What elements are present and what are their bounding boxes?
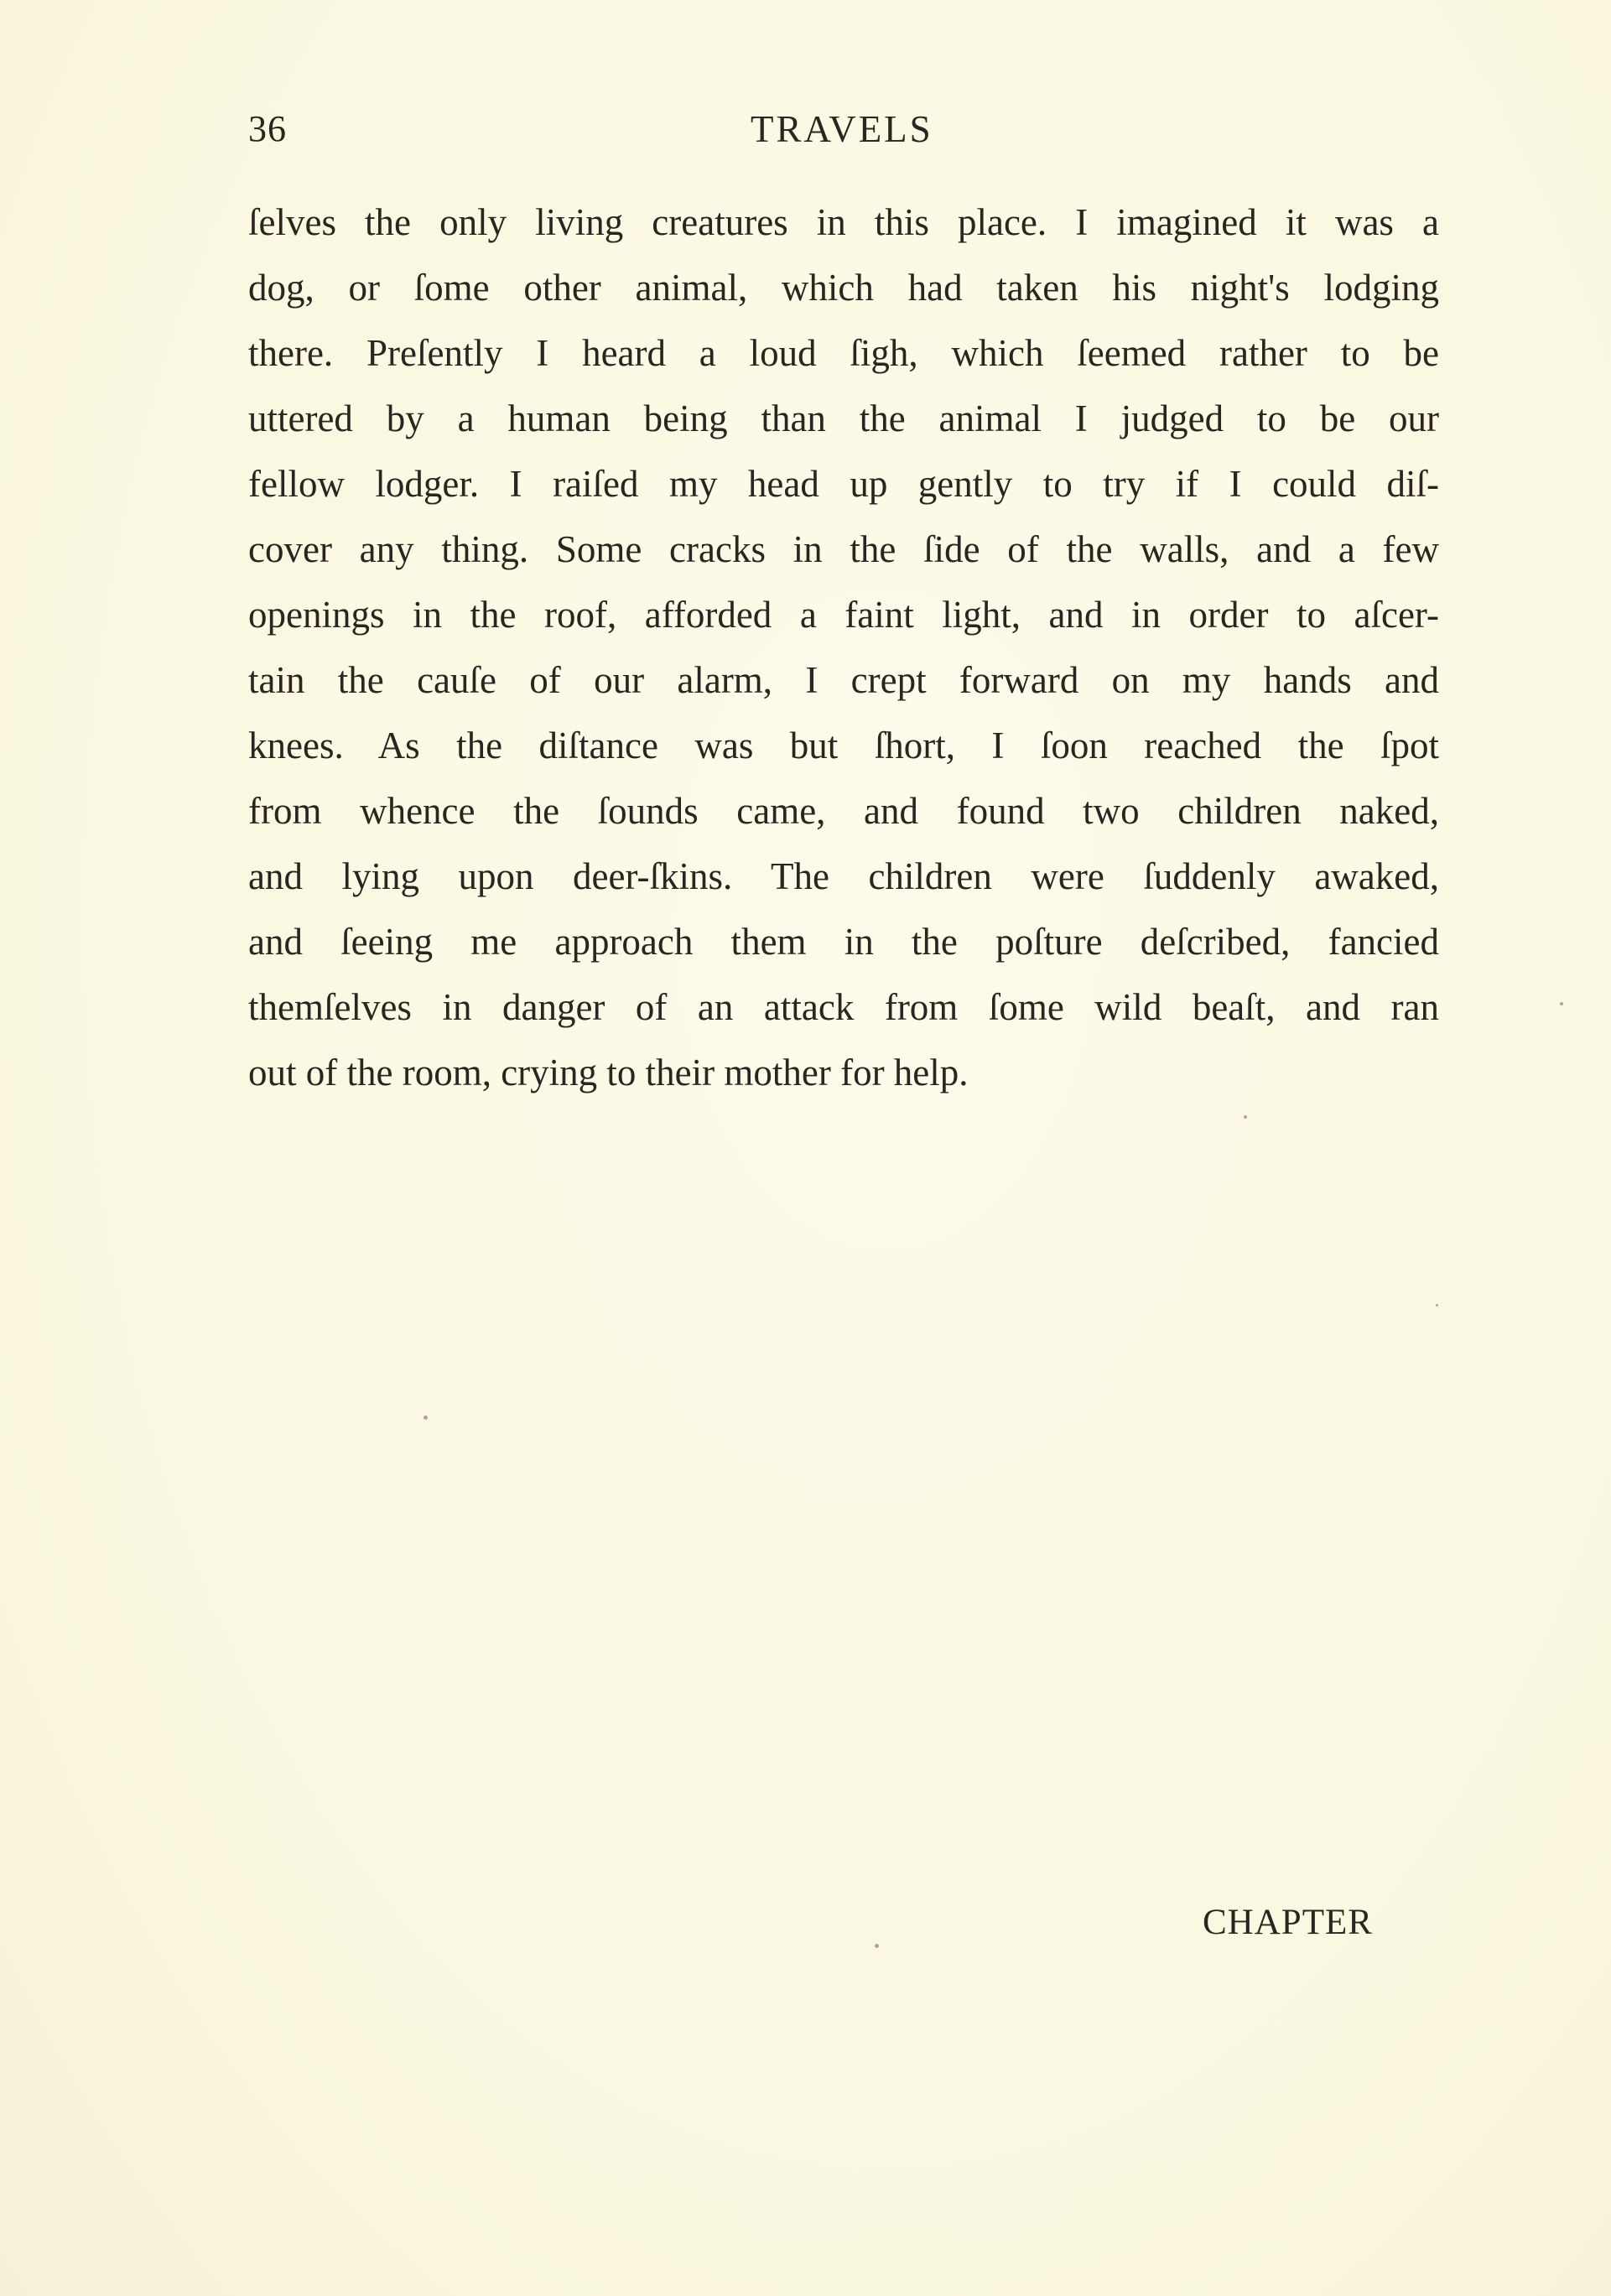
running-head	[0, 107, 1611, 158]
text-line: there. Preſently I heard a loud ſigh, which ſeemed rather to be	[248, 332, 1439, 374]
paper-speck	[875, 1944, 879, 1948]
text-line: openings in the roof, afforded a faint light, and in order to aſcer-	[248, 594, 1439, 636]
text-line: and ſeeing me approach them in the poſture deſcribed, fancied	[248, 921, 1439, 963]
paper-speck	[1436, 1304, 1438, 1306]
text-line: cover any thing. Some cracks in the ſide of the walls, and a few	[248, 528, 1439, 570]
running-title: TRAVELS	[751, 108, 933, 150]
text-line: ſelves the only living creatures in this place. I imagined it was a	[248, 201, 1439, 243]
text-line: uttered by a human being than the animal I judged to be our	[248, 397, 1439, 439]
paper-speck	[1560, 1002, 1563, 1005]
text-line: themſelves in danger of an attack from ſome wild beaſt, and ran	[248, 986, 1439, 1028]
text-line: and lying upon deer-ſkins. The children were ſuddenly awaked,	[248, 855, 1439, 897]
page-number: 36	[248, 108, 287, 149]
paper-speck	[424, 1416, 428, 1420]
paper-speck	[1244, 1115, 1247, 1119]
text-line: from whence the ſounds came, and found two children naked,	[248, 790, 1439, 832]
text-line: knees. As the diſtance was but ſhort, I ſoon reached the ſpot	[248, 725, 1439, 766]
text-line-last: out of the room, crying to their mother for help.	[248, 1052, 969, 1093]
text-line: fellow lodger. I raiſed my head up gently to try if I could diſ-	[248, 463, 1439, 505]
text-line: dog, or ſome other animal, which had taken his night's lodging	[248, 267, 1439, 309]
catchword: CHAPTER	[1203, 1903, 1373, 1942]
text-line: tain the cauſe of our alarm, I crept forward on my hands and	[248, 659, 1439, 701]
body-text	[248, 190, 1439, 1105]
